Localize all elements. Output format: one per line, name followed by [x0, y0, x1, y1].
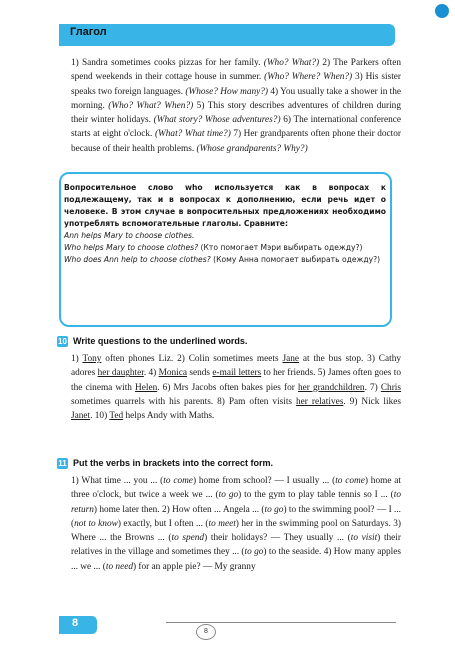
task-11-text-segment: ) to the seaside. 4) How many apples ... we ... ( — [71, 547, 401, 572]
verb-in-brackets: to spend — [171, 533, 205, 544]
task-10-item-text: . — [364, 382, 371, 393]
verb-in-brackets: to meet — [208, 518, 236, 529]
task-10-item-text: 8) Pam often visits — [217, 396, 297, 407]
verb-in-brackets: to go — [264, 504, 284, 515]
underlined-word: Tony — [82, 354, 102, 364]
task-10-item-text: 4) — [148, 368, 159, 379]
verb-in-brackets: to come — [163, 476, 193, 486]
footer-page-marker: 8 — [196, 624, 216, 640]
task-10-text — [71, 352, 401, 423]
underlined-word: Chris — [380, 382, 402, 393]
task-10-item-text: . — [90, 411, 95, 422]
task-11-text-segment: ) her in the swimming pool on Saturdays. 3) Where ... the Browns ... ( — [71, 518, 401, 544]
task-10-item-text: 9) Nick likes — [349, 396, 401, 407]
task-11-text-segment: ) home at three o'clock, but twice a week we ... ( — [71, 476, 402, 501]
task-11-text-segment: ) exactly, but I often ... ( — [117, 518, 209, 529]
underlined-word: Ted — [109, 411, 124, 422]
verb-in-brackets: to return — [71, 490, 401, 515]
task-10-item-text: at the bus stop. — [298, 354, 368, 364]
task-10-item-text: 5) James often goes to the cinema with — [71, 368, 401, 393]
task-10-item-text: 7) — [370, 382, 381, 393]
verb-in-brackets: to need — [105, 561, 133, 572]
task-10-item-text: sometimes quarrels with his parents. — [71, 396, 218, 407]
underlined-word: Helen — [135, 382, 158, 393]
task-10-item-text: 10) — [94, 411, 110, 422]
task-10-item-text: often phones Liz. — [101, 354, 178, 364]
verb-in-brackets: to come — [335, 476, 365, 486]
section-title: Глагол — [70, 26, 107, 38]
verb-in-brackets: to go — [244, 547, 264, 558]
underlined-word: e-mail letters — [212, 368, 262, 379]
section-header-bar — [59, 24, 395, 46]
task-10-item-text: helps Andy with Maths. — [123, 411, 215, 422]
task-11-text-segment: ) to the gym to play table tennis so I ... ( — [238, 490, 394, 501]
task-11-text-segment: ) their holidays? — They usually ... ( — [204, 533, 351, 544]
verb-in-brackets: not to know — [74, 518, 118, 529]
task-11-text-segment: ) for an apple pie? — My granny — [132, 561, 256, 572]
task-10-item-text: sends — [187, 368, 213, 379]
underlined-word: her relatives — [296, 396, 344, 407]
underlined-word: Monica — [158, 368, 188, 379]
task-11-text-segment: ) their relatives in the village and sometimes they ... ( — [71, 533, 401, 558]
task-10-item-text: 3) Cathy adores — [71, 354, 401, 379]
task-10-item-text: . — [343, 396, 350, 407]
underlined-word: Jane — [282, 354, 299, 364]
exercise-sentences: 1) Sandra sometimes cooks pizzas for her family. (Who? What?) 2) The Parkers often spend weekends in their cottage house in summer. (Who? Where? When?) 3) His sister speaks two foreign languages. (Whose? How many?) 4) You usually take a shower in the morning. (Who? What? When?) 5) This story describes adventures of children during their winter holidays. (What story? Whose adventures?) 6) The international conference starts at eight o'clock. (What? What time?) 7) Her grandparents often phone their doctor because of their health problems. (Whose grandparents? Why?) — [71, 58, 402, 154]
task-10-title: Write questions to the underlined words. — [73, 336, 248, 346]
task-10-number: 10 — [58, 337, 67, 346]
task-10-item-text: to her friends. — [261, 368, 318, 379]
rule-box-text: Вопросительное слово who используется как в вопросах к подлежащему, так и в вопросах к дополнению, если речь идет о человеке. В этом случае в вопросительных предложениях необходимо употреблять вспомогательные глаголы. Сравните: Ann helps Mary to choose clothes. Who helps Mary to choose clothes? (Кто помогает Мэри выбирать одежду?) Who does Ann help to choose clothes? (Кому Анна помогает выбирать одежду?) — [64, 183, 386, 264]
publisher-logo-icon — [435, 4, 449, 18]
task-10-item-text: 2) Colin sometimes meets — [177, 354, 283, 364]
underlined-word: Janet — [71, 411, 91, 422]
task-10-item-text: 1) — [71, 354, 83, 364]
task-11-text-segment: ) home from school? — I usually ... ( — [192, 476, 336, 486]
task-11-title: Put the verbs in brackets into the correct form. — [73, 458, 274, 468]
verb-in-brackets: to visit — [350, 533, 378, 544]
task-11-text — [71, 474, 401, 574]
task-10-item-text: . — [157, 382, 163, 393]
task-11-number: 11 — [58, 459, 67, 468]
task-11-text-segment: ) home later then. 2) How often ... Angela ... ( — [93, 504, 265, 515]
footer-divider — [166, 622, 396, 623]
verb-in-brackets: to go — [218, 490, 239, 501]
underlined-word: her daughter — [97, 368, 144, 379]
task-11-text-segment: ) to the swimming pool? — I ... ( — [71, 504, 402, 529]
task-11-text-segment: 1) What time ... you ... ( — [71, 476, 164, 486]
underlined-word: her grandchildren — [297, 382, 365, 393]
task-10-item-text: 6) Mrs Jacobs often bakes pies for — [162, 382, 298, 393]
task-10-item-text: . — [143, 368, 149, 379]
page-number: 8 — [72, 617, 79, 629]
